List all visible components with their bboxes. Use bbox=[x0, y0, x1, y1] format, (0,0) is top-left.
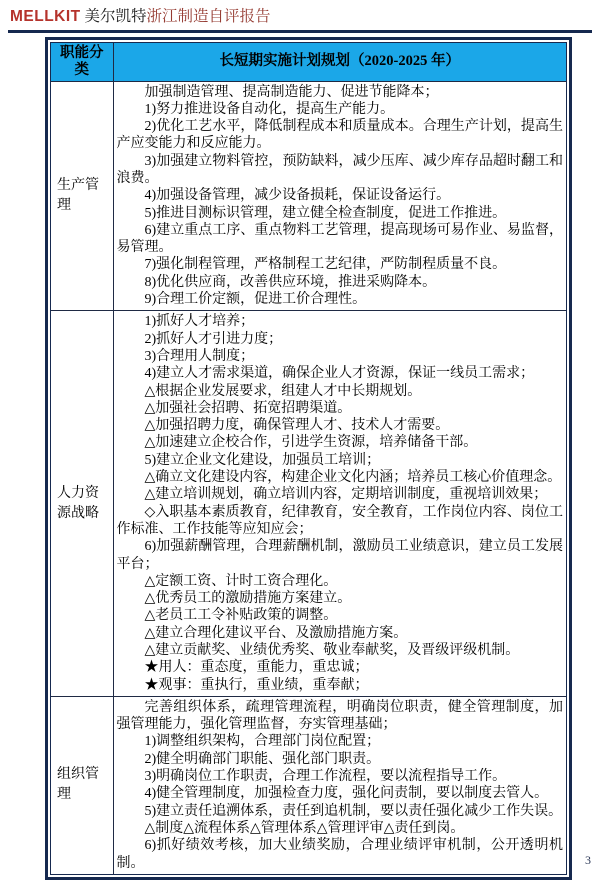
header-divider bbox=[8, 30, 592, 33]
plan-item: 2)抓好人才引进力度； bbox=[144, 331, 283, 347]
plan-item: △加强社会招聘、拓宽招聘渠道。 bbox=[144, 400, 352, 416]
plan-item: 3)加强建立物料管控，预防缺料，减少压库、减少库存品超时翻工和浪费。 bbox=[116, 153, 563, 186]
plan-item: 5)建立责任追溯体系，责任到追机制，要以责任强化减少工作失误。 bbox=[144, 803, 563, 819]
table-row bbox=[51, 81, 566, 311]
plan-table bbox=[51, 43, 566, 874]
plan-item: 完善组织体系，疏理管理流程，明确岗位职责，健全管理制度，加强管理能力，强化管理监督，夯实管理基础； bbox=[116, 699, 563, 733]
plan-item: 加强制造管理、提高制造能力、促进节能降本； bbox=[144, 84, 439, 100]
table-row bbox=[51, 696, 566, 873]
document-header bbox=[0, 0, 600, 26]
plan-item: △优秀员工的激励措施方案建立。 bbox=[144, 591, 352, 607]
plan-item: ★观事：重执行，重业绩，重奉献； bbox=[144, 677, 369, 693]
plan-item: 8)优化供应商，改善供应环境，推进采购降本。 bbox=[144, 274, 437, 290]
table-row bbox=[51, 311, 566, 697]
plan-item: △老员工工令补贴政策的调整。 bbox=[144, 608, 338, 624]
category-cell: 组织管理 bbox=[51, 696, 113, 873]
plan-item: △制度△流程体系△管理体系△管理评审△责任到岗。 bbox=[144, 820, 465, 836]
plan-item: 2)健全明确部门职能、强化部门职责。 bbox=[144, 751, 381, 767]
category-cell: 生产管理 bbox=[51, 81, 113, 311]
plan-item: 1)调整组织架构，合理部门岗位配置； bbox=[144, 734, 381, 750]
plan-item: 3)合理用人制度； bbox=[144, 348, 255, 364]
plan-item: △建立贡献奖、业绩优秀奖、敬业奉献奖，及晋级评级机制。 bbox=[144, 643, 520, 658]
page-number: 3 bbox=[585, 853, 591, 867]
plan-items-cell bbox=[113, 311, 566, 697]
plan-item: △定额工资、计时工资合理化。 bbox=[144, 573, 338, 589]
plan-item: 1)抓好人才培养； bbox=[144, 314, 255, 330]
plan-item: 5)建立企业文化建设，加强员工培训； bbox=[144, 452, 381, 468]
plan-item: △根据企业发展要求，组建人才中长期规划。 bbox=[144, 383, 422, 399]
plan-item: △确立文化建设内容，构建企业文化内涵；培养员工核心价值理念。 bbox=[144, 470, 562, 486]
header-row bbox=[51, 43, 566, 81]
plan-item: 4)加强设备管理，减少设备损耗，保证设备运行。 bbox=[144, 188, 451, 204]
plan-item: △加速建立企校合作，引进学生资源，培养储备干部。 bbox=[144, 435, 478, 451]
report-title: 浙江制造自评报告 bbox=[146, 8, 271, 25]
plan-item: 6)加强薪酬管理，合理薪酬机制，激励员工业绩意识，建立员工发展平台； bbox=[116, 539, 563, 572]
column-header-plan: 长短期实施计划规划（2020-2025 年） bbox=[113, 43, 566, 81]
plan-item: 7)强化制程管理，严格制程工艺纪律，严防制程质量不良。 bbox=[144, 257, 507, 273]
plan-item: 1)努力推进设备自动化，提高生产能力。 bbox=[144, 101, 395, 117]
plan-item: 6)建立重点工序、重点物料工艺管理，提高现场可易作业、易监督，易管理。 bbox=[116, 222, 563, 256]
plan-items-cell bbox=[113, 81, 566, 311]
plan-item: △建立合理化建议平台、及激励措施方案。 bbox=[144, 625, 408, 641]
plan-item: 2)优化工艺水平，降低制程成本和质量成本。合理生产计划，提高生产应变能力和反应能力。 bbox=[116, 119, 563, 152]
plan-item: ◇入职基本素质教育，纪律教育，安全教育，工作岗位内容、岗位工作标准、工作技能等应知应会； bbox=[116, 504, 563, 537]
brand-logo-text: MELLKIT bbox=[10, 8, 81, 25]
plan-item: 4)健全管理制度，加强检查力度，强化问责制，要以制度去管人。 bbox=[144, 786, 549, 802]
plan-table-header bbox=[51, 43, 566, 81]
category-cell: 人力资源战略 bbox=[51, 311, 113, 697]
plan-table-body bbox=[51, 81, 566, 874]
plan-item: 3)明确岗位工作职责，合理工作流程，要以流程指导工作。 bbox=[144, 769, 507, 785]
plan-table-container bbox=[50, 42, 567, 875]
company-name: 美尔凯特 bbox=[84, 8, 147, 25]
column-header-category: 职能分类 bbox=[51, 43, 113, 81]
plan-items-cell bbox=[113, 696, 566, 873]
plan-item: 6)抓好绩效考核，加大业绩奖励，合理业绩评审机制，公开透明机制。 bbox=[116, 838, 563, 871]
plan-item: ★用人：重态度，重能力，重忠诚； bbox=[144, 660, 369, 676]
plan-item: 4)建立人才需求渠道，确保企业人才资源，保证一线员工需求； bbox=[144, 366, 535, 382]
plan-item: △建立培训规划，确立培训内容，定期培训制度，重视培训效果； bbox=[144, 487, 548, 503]
plan-item: 9)合理工价定额，促进工价合理性。 bbox=[144, 292, 367, 308]
plan-item: 5)推进目测标识管理，建立健全检查制度，促进工作推进。 bbox=[144, 205, 507, 221]
plan-item: △加强招聘力度，确保管理人才、技术人才需要。 bbox=[144, 418, 450, 434]
